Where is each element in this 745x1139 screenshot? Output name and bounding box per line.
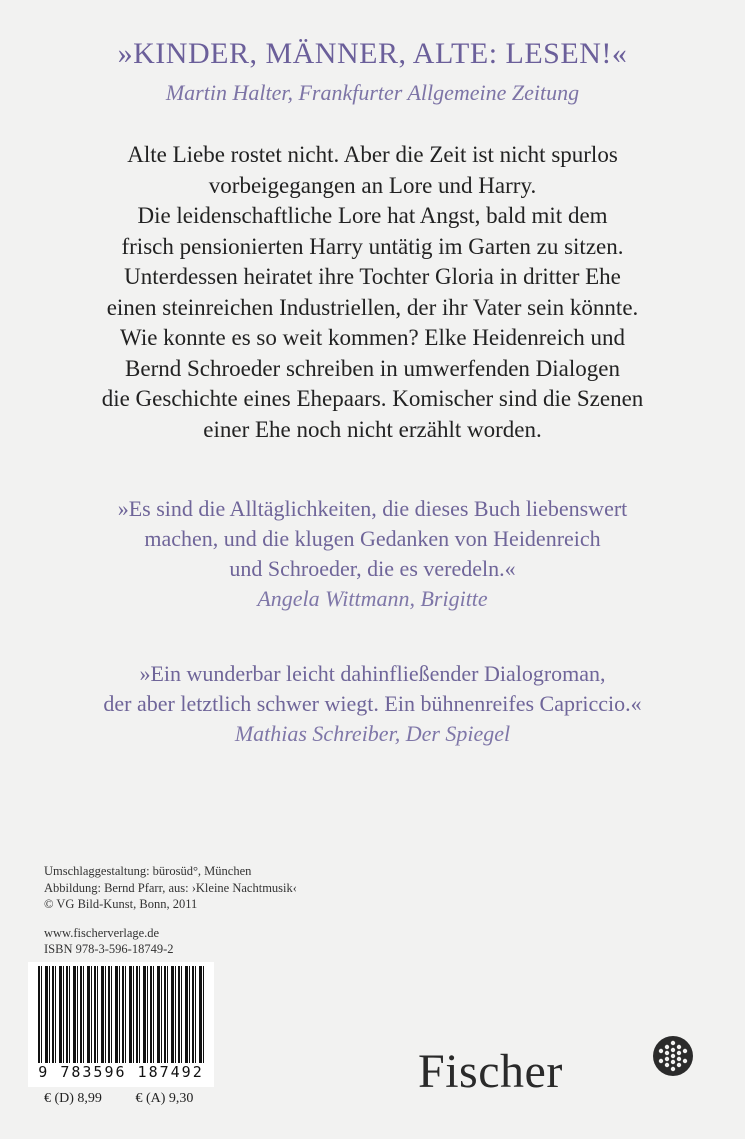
copyright-notice: © VG Bild-Kunst, Bonn, 2011 [44,897,198,911]
barcode [28,962,214,1087]
publisher-name: Fischer [418,1045,563,1098]
blurb-line: die Geschichte eines Ehepaars. Komischer sind die Szenen [101,386,644,411]
blurb-line: einen steinreichen Industriellen, der ihr Vater sein könnte. [106,294,639,320]
blurb-line: frisch pensionierten Harry untätig im Garten zu sitzen. [121,233,624,259]
quote-attribution: Mathias Schreiber, Der Spiegel [234,721,511,746]
fischer-star-logo-icon [652,1035,694,1077]
isbn: ISBN 978-3-596-18749-2 [44,942,174,956]
price-germany: € (D) 8,99 [44,1091,102,1106]
blurb-line: vorbeigegangen an Lore und Harry. [208,172,537,198]
quote-line: »Es sind die Alltäglichkeiten, die dieses Buch liebenswert [117,496,628,521]
illustration-credit: Abbildung: Bernd Pfarr, aus: ›Kleine Nachtmusik‹ [44,880,297,895]
quote-line: »Ein wunderbar leicht dahinfließender Dialogroman, [139,661,606,686]
blurb-line: Wie konnte es so weit kommen? Elke Heidenreich und [120,325,625,350]
blurb-line: Bernd Schroeder schreiben in umwerfenden Dialogen [125,355,620,381]
quote-line: und Schroeder, die es veredeln.« [229,556,516,581]
barcode-bars [38,966,206,1066]
price-austria: € (A) 9,30 [135,1091,194,1106]
barcode-digits: 9 783596 187492 [28,1063,214,1081]
review-quote-brigitte [0,494,745,614]
price-list [44,1091,223,1107]
publisher-website: www.fischerverlage.de [44,925,160,940]
blurb-line: einer Ehe noch nicht erzählt worden. [203,416,542,442]
blurb-line: Unterdessen heiratet ihre Tochter Gloria in dritter Ehe [124,264,621,289]
cover-design-credit: Umschlaggestaltung: bürosüd°, München [44,864,252,878]
quote-line: machen, und die klugen Gedanken von Heidenreich [144,526,601,551]
headline-quote: »KINDER, MÄNNER, ALTE: LESEN!« [117,37,628,70]
headline-attribution: Martin Halter, Frankfurter Allgemeine Zeitung [165,80,580,105]
credits-block [44,863,297,958]
blurb-text [0,140,745,445]
quote-line: der aber letztlich schwer wiegt. Ein bühnenreifes Capriccio.« [103,691,642,716]
blurb-line: Alte Liebe rostet nicht. Aber die Zeit ist nicht spurlos [127,142,618,167]
review-quote-spiegel [0,659,745,749]
blurb-line: Die leidenschaftliche Lore hat Angst, bald mit dem [137,203,608,228]
quote-attribution: Angela Wittmann, Brigitte [257,586,488,611]
